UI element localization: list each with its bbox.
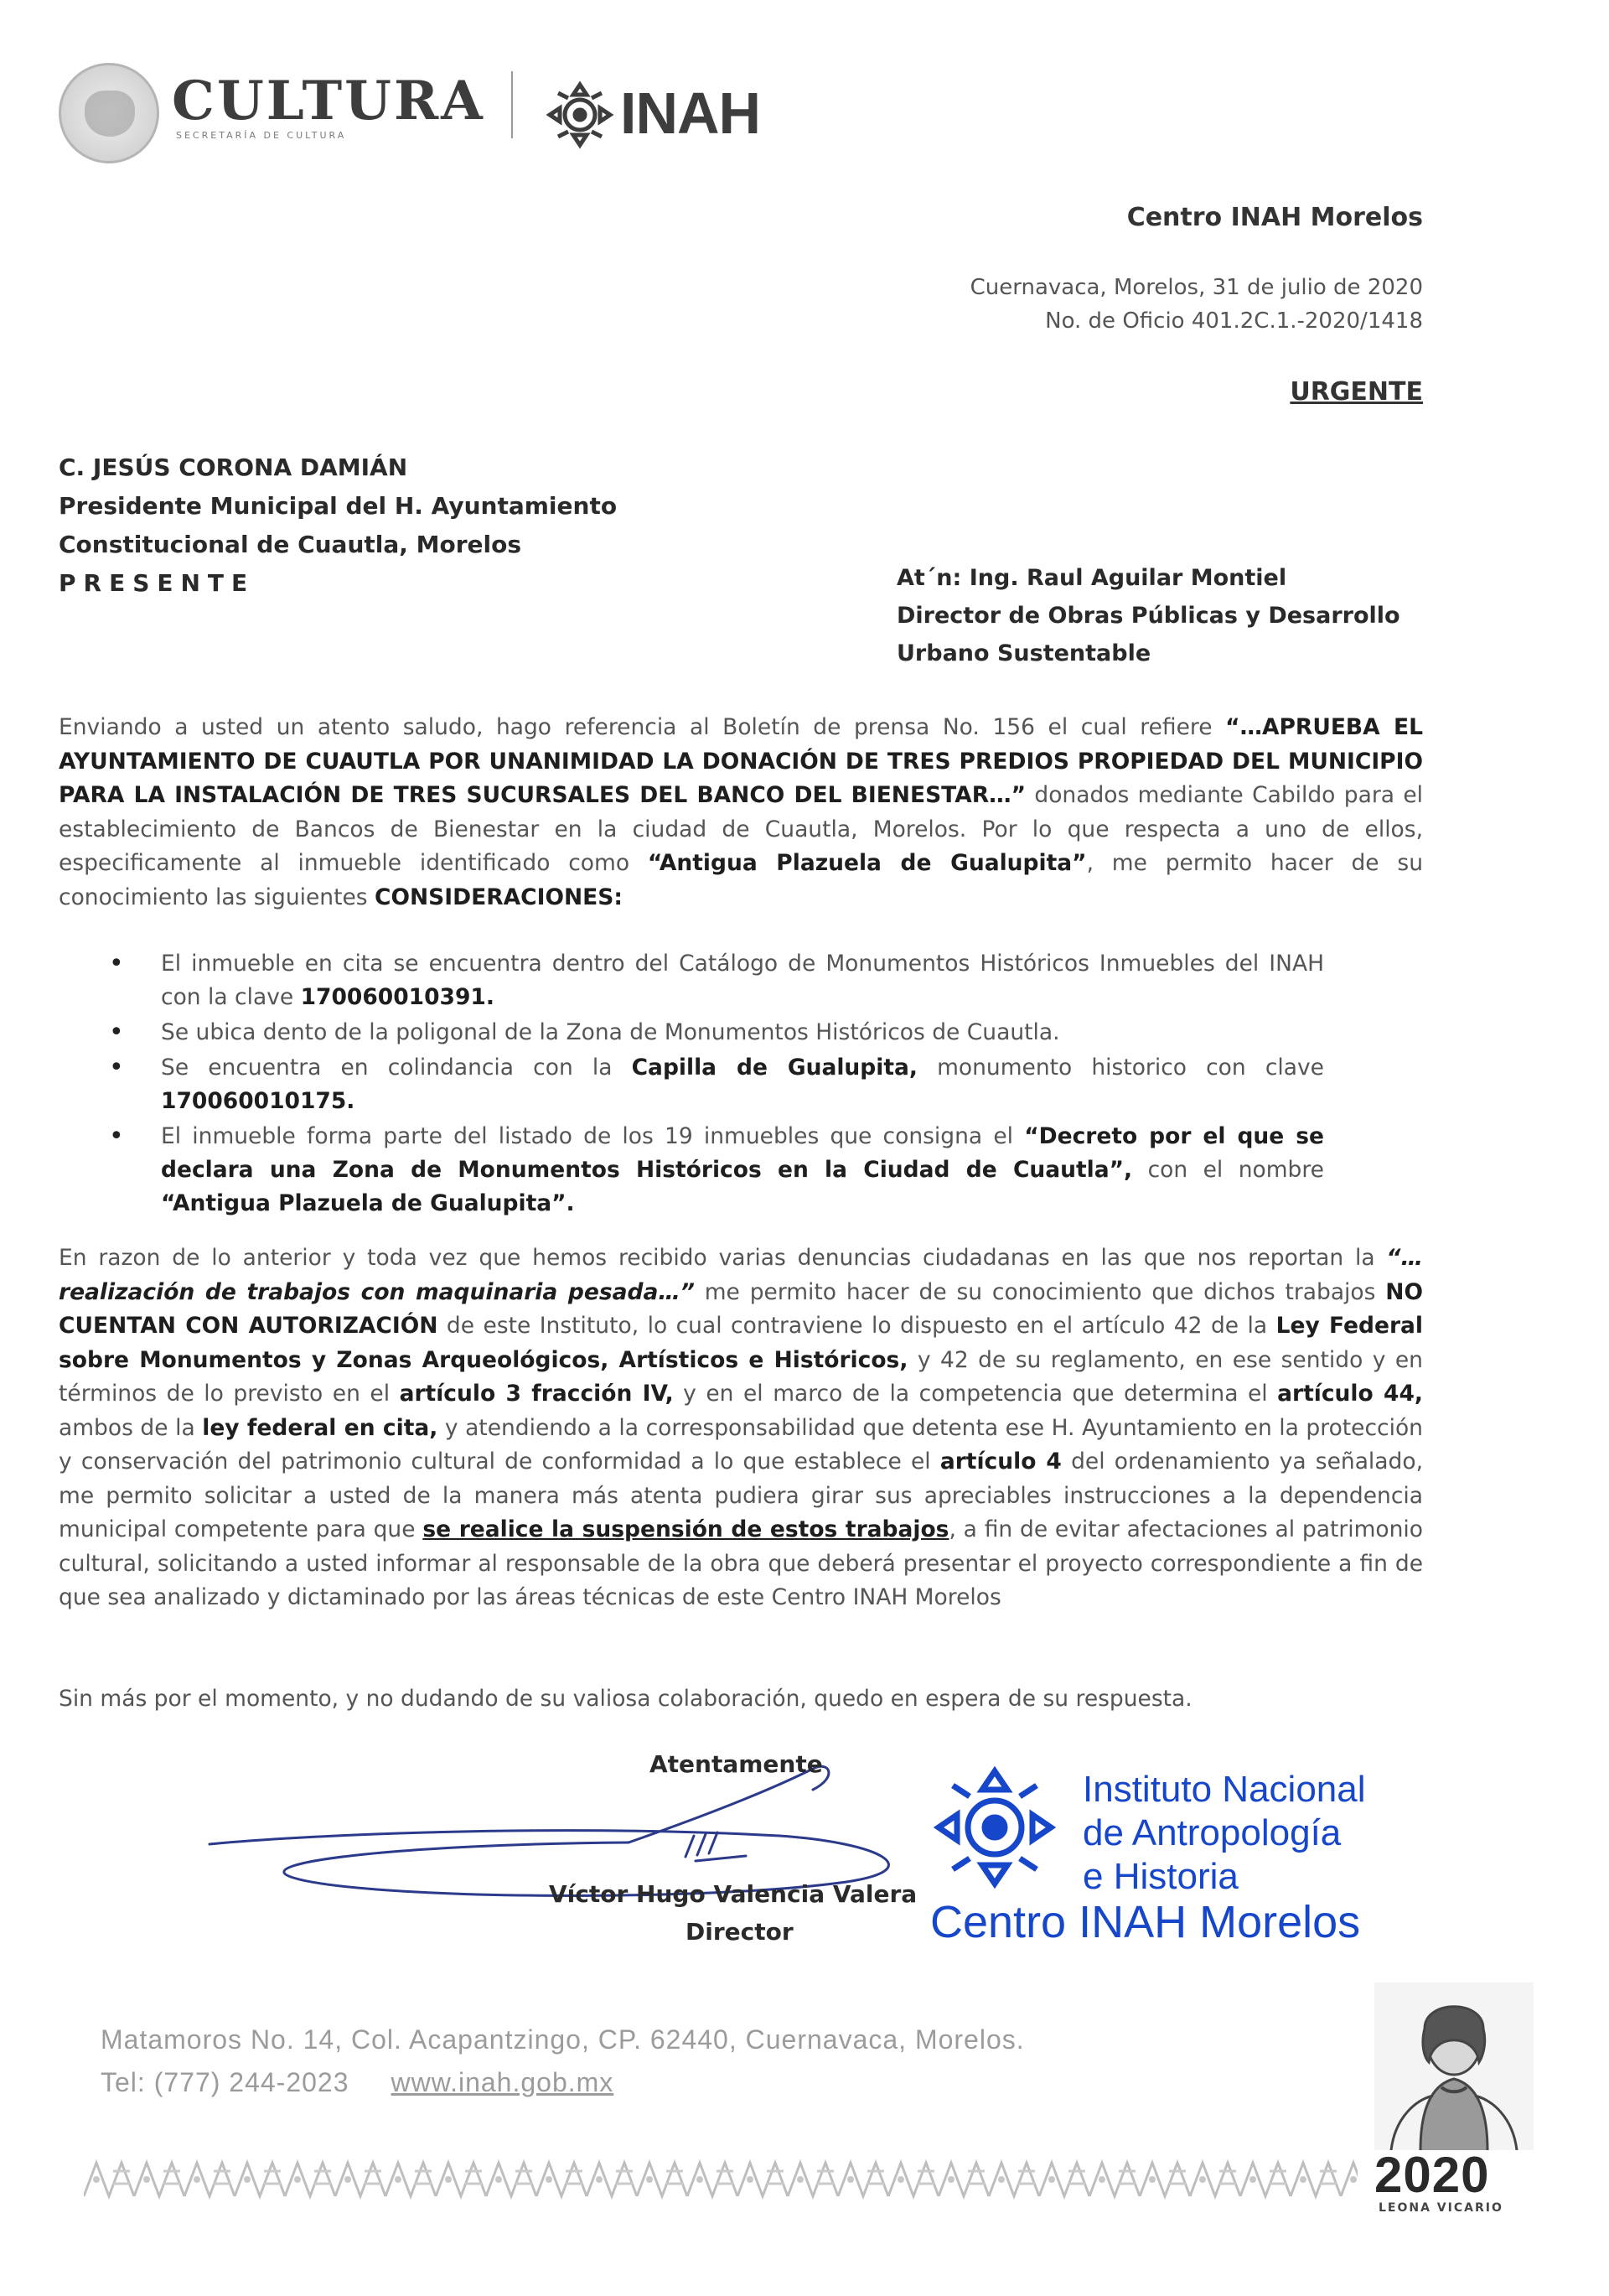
bold-italic-quote: “…realización de trabajos con maquinaria pesada…”: [59, 1245, 1423, 1305]
attention-line-1: At´n: Ing. Raul Aguilar Montiel: [897, 565, 1287, 591]
office-name: Centro INAH Morelos: [1126, 203, 1423, 232]
paragraph-request: [59, 1241, 1423, 1615]
footer-address: Matamoros No. 14, Col. Acapantzingo, CP. 62440, Cuernavaca, Morelos.: [101, 2024, 1025, 2055]
logo-divider: [511, 71, 513, 138]
paragraph-closing: Sin más por el momento, y no dudando de su valiosa colaboración, quedo en espera de su respuesta.: [59, 1686, 1193, 1712]
text-span: Se encuentra en colindancia con la: [161, 1055, 632, 1081]
stamp-line-4: Centro INAH Morelos: [930, 1897, 1361, 1947]
inah-stamp-icon: [932, 1765, 1058, 1890]
bold-code: 170060010391.: [300, 984, 494, 1010]
text-span: y atendiendo a la corresponsabilidad que detenta ese H. Ayuntamiento en la protección y conservación del patrimonio cultural de conformidad a lo que establece el: [59, 1414, 1423, 1475]
bold-underlined-request: se realice la suspensión de estos trabajos: [422, 1516, 949, 1542]
closing-salutation: Atentamente: [649, 1750, 823, 1778]
signer-name: Víctor Hugo Valencia Valera: [549, 1880, 918, 1908]
stamp-line-1: Instituto Nacional: [1083, 1769, 1366, 1810]
bold-code: 170060010175.: [161, 1088, 355, 1114]
oficio-number: No. de Oficio 401.2C.1.-2020/1418: [1045, 308, 1423, 334]
bold-quote: “…APRUEBA EL AYUNTAMIENTO DE CUAUTLA POR UNANIMIDAD LA DONACIÓN DE TRES PREDIOS PROPIEDAD DEL MUNICIPIO PARA LA INSTALACIÓN DE TRES SUCURSALES DEL BANCO DEL BIENESTAR…”: [59, 714, 1423, 808]
bold-no-authorization: NO CUENTAN CON AUTORIZACIÓN: [59, 1278, 1423, 1339]
stamp-line-3: e Historia: [1083, 1856, 1239, 1897]
text-span: y en el marco de la competencia que determina el: [673, 1381, 1278, 1407]
cultura-logo-text: CULTURA: [172, 70, 485, 132]
text-span: El inmueble forma parte del listado de los 19 inmuebles que consigna el: [161, 1123, 1025, 1149]
addressee-role-1: Presidente Municipal del H. Ayuntamiento: [59, 492, 618, 520]
text-span: y 42 de su reglamento, en ese sentido y en términos de lo previsto en el: [59, 1346, 1423, 1407]
text-span: , me permito hacer de su conocimiento las siguientes: [59, 850, 1423, 910]
commemorative-name: LEONA VICARIO: [1379, 2201, 1503, 2215]
commemorative-year: 2020: [1374, 2147, 1490, 2203]
bold-property-name: “Antigua Plazuela de Gualupita”: [647, 850, 1087, 876]
mexico-seal-logo: [59, 63, 159, 163]
text-span: con el nombre: [1132, 1157, 1324, 1183]
bold-property-name: “Antigua Plazuela de Gualupita”.: [161, 1190, 575, 1216]
urgency-label: URGENTE: [1290, 377, 1423, 407]
footer-tel: Tel: (777) 244-2023: [101, 2067, 349, 2097]
addressee-name: C. JESÚS CORONA DAMIÁN: [59, 453, 408, 481]
text-span: Se ubica dento de la poligonal de la Zona de Monumentos Históricos de Cuautla.: [161, 1019, 1060, 1045]
header: [59, 63, 813, 163]
attention-block: [897, 559, 1400, 672]
paragraph-intro: [59, 711, 1423, 915]
bold-law-name: Ley Federal sobre Monumentos y Zonas Arqueológicos, Artísticos e Históricos,: [59, 1313, 1423, 1373]
text-span: de este Instituto, lo cual contraviene lo dispuesto en el artículo 42 de la: [437, 1313, 1276, 1339]
decorative-pattern-band: [84, 2154, 1358, 2205]
footer-website-link[interactable]: www.inah.gob.mx: [391, 2067, 614, 2097]
footer-contact: [101, 2067, 613, 2098]
signer-title: Director: [686, 1918, 794, 1946]
leona-vicario-portrait: [1374, 1982, 1534, 2150]
inah-emblem-icon: [545, 80, 615, 150]
bold-article: artículo 3 fracción IV,: [399, 1381, 674, 1407]
text-span: me permito hacer de su conocimiento que dichos trabajos: [694, 1278, 1386, 1305]
attention-line-2: Director de Obras Públicas y Desarrollo: [897, 603, 1400, 629]
list-item: [92, 1120, 1324, 1221]
attention-line-3: Urbano Sustentable: [897, 640, 1151, 666]
text-span: ambos de la: [59, 1414, 203, 1441]
text-span: El inmueble en cita se encuentra dentro del Catálogo de Monumentos Históricos Inmuebles del INAH con la clave: [161, 951, 1324, 1010]
bold-article: artículo 4: [939, 1449, 1062, 1475]
presente-label: PRESENTE: [59, 569, 256, 597]
addressee-role-2: Constitucional de Cuautla, Morelos: [59, 531, 522, 558]
list-item: [92, 947, 1324, 1014]
addressee-block: [59, 448, 617, 603]
bold-chapel: Capilla de Gualupita,: [631, 1055, 918, 1081]
text-span: monumento historico con clave: [917, 1055, 1324, 1081]
stamp-line-2: de Antropología: [1083, 1812, 1342, 1853]
considerations-list: [92, 947, 1324, 1222]
text-span: donados mediante Cabildo para el establecimiento de Bancos de Bienestar en la ciudad de Cuautla, Morelos. Por lo que respecta a uno de ellos, especificamente al inmueble identificado como: [59, 782, 1423, 876]
text-span: , a fin de evitar afectaciones al patrimonio cultural, solicitando a usted informar al responsable de la obra que deberá presentar el proyecto correspondiente a fin de que sea analizado y dictaminado por las áreas técnicas de este Centro INAH Morelos: [59, 1516, 1424, 1610]
bold-considerations: CONSIDERACIONES:: [375, 884, 623, 910]
text-span: del ordenamiento ya señalado, me permito solicitar a usted de la manera más atenta pudiera girar sus apreciables instrucciones a la dependencia municipal competente para que: [59, 1449, 1423, 1542]
bold-article: artículo 44,: [1277, 1381, 1423, 1407]
list-item: [92, 1051, 1324, 1118]
text-span: Enviando a usted un atento saludo, hago referencia al Boletín de prensa No. 156 el cual refiere: [59, 714, 1226, 740]
bold-law-ref: ley federal en cita,: [202, 1414, 438, 1441]
text-span: En razon de lo anterior y toda vez que hemos recibido varias denuncias ciudadanas en las que nos reportan la: [59, 1245, 1387, 1271]
list-item: [92, 1016, 1324, 1050]
cultura-subtitle: SECRETARÍA DE CULTURA: [176, 130, 347, 141]
bold-decree: “Decreto por el que se declara una Zona de Monumentos Históricos en la Ciudad de Cuautla”,: [161, 1123, 1324, 1183]
inah-logo-text: INAH: [620, 80, 761, 146]
date-line: Cuernavaca, Morelos, 31 de julio de 2020: [970, 275, 1423, 300]
